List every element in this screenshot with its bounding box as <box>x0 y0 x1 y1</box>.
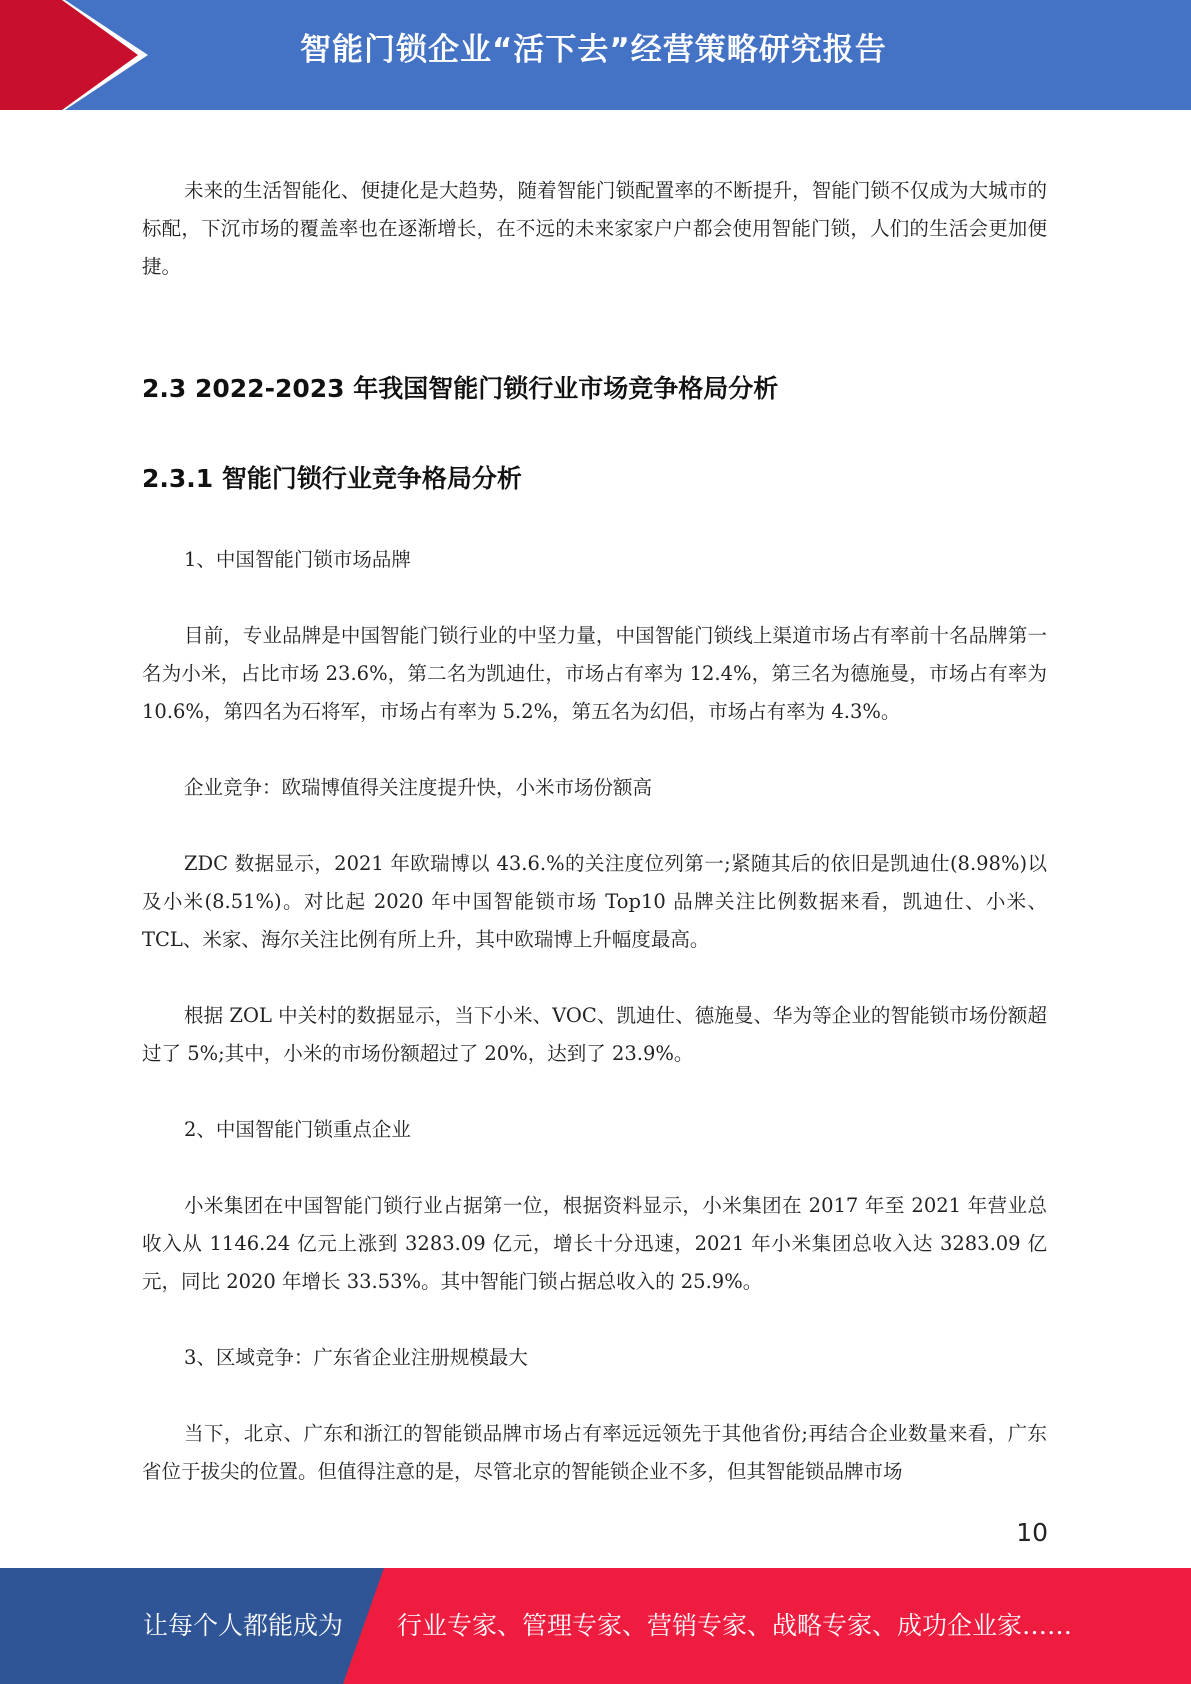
header-chevron-icon <box>0 0 160 110</box>
footer-slogan-right: 行业专家、管理专家、营销专家、战略专家、成功企业家…… <box>397 1611 1073 1640</box>
section-heading-2-3: 2.3 2022-2023 年我国智能门锁行业市场竞争格局分析 <box>142 374 779 403</box>
zdc-paragraph: ZDC 数据显示，2021 年欧瑞博以 43.6.%的关注度位列第一;紧随其后的依旧是凯迪仕(8.98%)以及小米(8.51%)。对比起 2020 年中国智能锁市场 Top10 品牌关注比例数据来看，凯迪仕、小米、TCL、米家、海尔关注比例有所上升，其中欧瑞博上升幅度最高。 <box>142 852 1047 951</box>
footer-slogan-left: 让每个人都能成为 <box>143 1611 344 1640</box>
page-footer <box>0 1568 1191 1684</box>
section-heading-2-3-1: 2.3.1 智能门锁行业竞争格局分析 <box>142 464 522 493</box>
brands-paragraph: 目前，专业品牌是中国智能门锁行业的中坚力量，中国智能门锁线上渠道市场占有率前十名品牌第一名为小米，占比市场 23.6%，第二名为凯迪仕，市场占有率为 12.4%，第三名为德施曼，市场占有率为 10.6%，第四名为石将军，市场占有率为 5.2%，第五名为幻侣，市场占有率为 4.3%。 <box>142 624 1047 723</box>
xiaomi-paragraph: 小米集团在中国智能门锁行业占据第一位，根据资料显示，小米集团在 2017 年至 2021 年营业总收入从 1146.24 亿元上涨到 3283.09 亿元，增长十分迅速，2021 年小米集团总收入达 3283.09 亿元，同比 2020 年增长 33.53%。其中智能门锁占据总收入的 25.9%。 <box>142 1194 1047 1293</box>
page-number: 10 <box>1016 1518 1048 1547</box>
regional-paragraph: 当下，北京、广东和浙江的智能锁品牌市场占有率远远领先于其他省份;再结合企业数量来看，广东省位于拔尖的位置。但值得注意的是，尽管北京的智能锁企业不多，但其智能锁品牌市场 <box>142 1422 1047 1483</box>
subheading-competition: 企业竞争：欧瑞博值得关注度提升快，小米市场份额高 <box>184 776 653 799</box>
list-item-key-enterprises: 2、中国智能门锁重点企业 <box>184 1118 411 1141</box>
page-header <box>0 0 1191 110</box>
list-item-regional: 3、区域竞争：广东省企业注册规模最大 <box>184 1346 528 1369</box>
intro-paragraph: 未来的生活智能化、便捷化是大趋势，随着智能门锁配置率的不断提升，智能门锁不仅成为大城市的标配，下沉市场的覆盖率也在逐渐增长，在不远的未来家家户户都会使用智能门锁，人们的生活会更加便捷。 <box>142 179 1047 278</box>
list-item-brands: 1、中国智能门锁市场品牌 <box>184 548 411 571</box>
zol-paragraph: 根据 ZOL 中关村的数据显示，当下小米、VOC、凯迪仕、德施曼、华为等企业的智能锁市场份额超过了 5%;其中，小米的市场份额超过了 20%，达到了 23.9%。 <box>142 1004 1047 1065</box>
report-title: 智能门锁企业“活下去”经营策略研究报告 <box>300 32 887 68</box>
